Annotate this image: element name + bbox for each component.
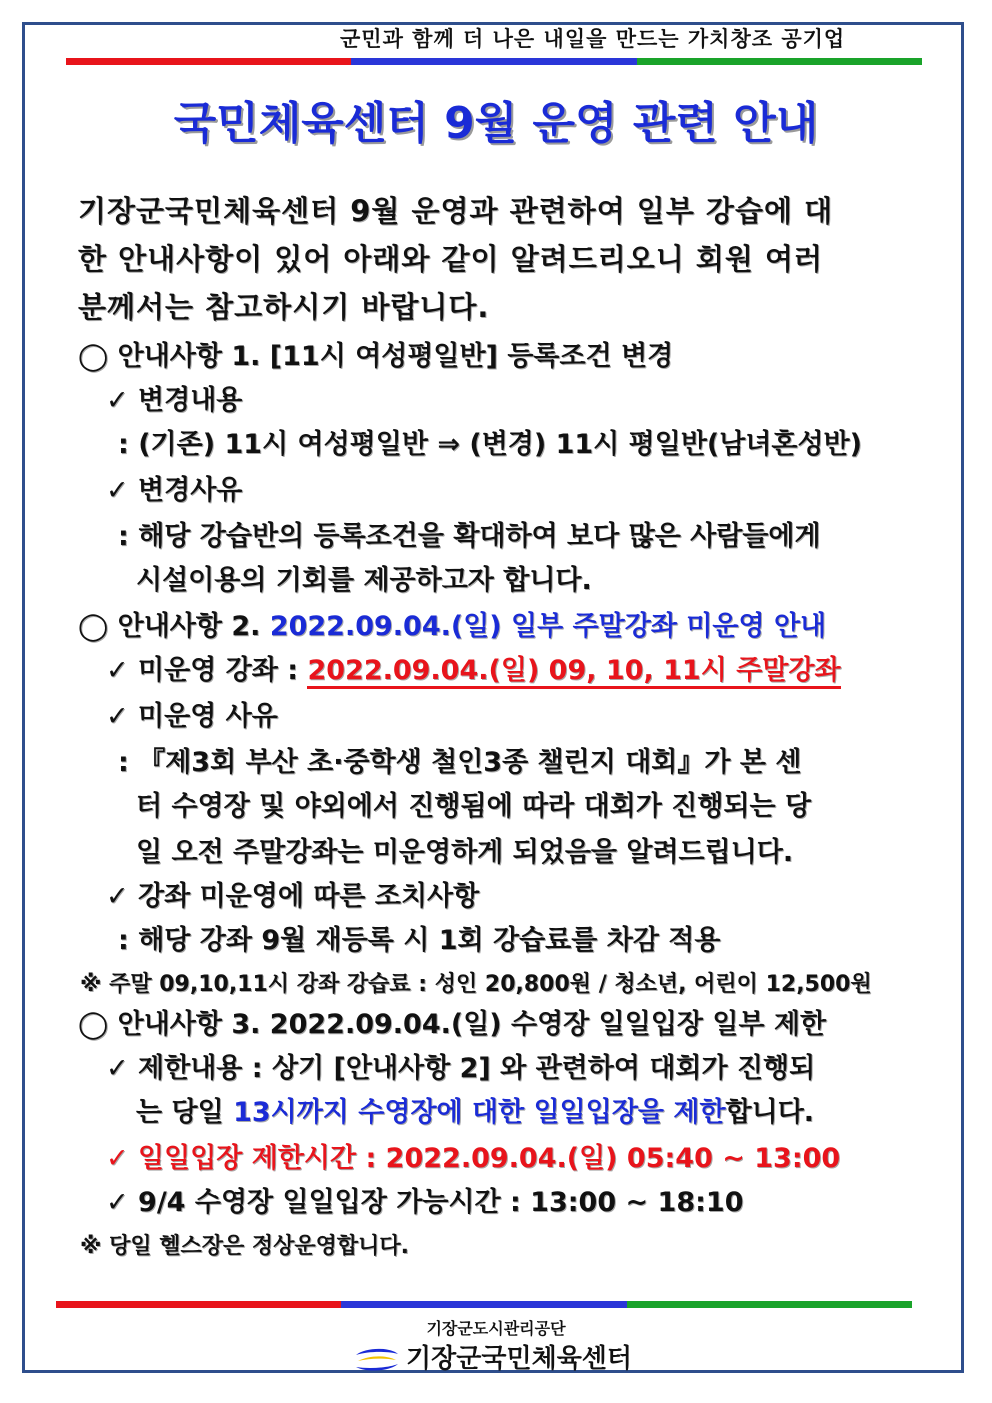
notice2-reason-label [106,694,278,740]
notice2-reason-line-2: 터 수영장 및 야외에서 진행됨에 따라 대회가 진행되는 당 [136,791,812,822]
notice2-reason-line-1 [118,740,801,786]
limit-text-highlight: 13시까지 수영장에 대한 일일입장을 제한 [233,1097,726,1128]
bottom-color-bar [56,1301,912,1308]
notice2-reason-line-3: 일 오전 주말강좌는 미운영하게 되었음을 알려드립니다. [136,837,794,868]
limit-text-a: 는 당일 [136,1097,224,1128]
intro-line-3: 분께서는 참고하시기 바랍니다. [78,290,490,324]
notice1-change-text [118,422,862,468]
footer-logo [352,1342,652,1376]
limit-text: 제한내용 : 상기 [안내사항 2] 와 관련하여 대회가 진행되 [138,1053,816,1084]
check-icon: ✓ [106,655,129,686]
notice1-heading [78,334,673,380]
notice3-heading [78,1002,826,1048]
footer-org: 기장군도시관리공단 [426,1319,566,1338]
reason-label-text: 변경사유 [138,475,243,506]
check-icon: ✓ [106,701,129,732]
circle-bullet-icon: ◯ [78,341,109,372]
intro-line-2: 한 안내사항이 있어 아래와 같이 알려드리오니 회원 여러 [78,242,823,276]
colon-mark: : [118,925,129,956]
limit-text-b: 합니다. [725,1097,815,1128]
notice3-heading-text: 안내사항 3. 2022.09.04.(일) 수영장 일일입장 일부 제한 [117,1009,827,1040]
reference-mark-icon: ※ [80,972,102,997]
notice1-reason-line-1 [118,514,821,560]
notice2-measure-text [118,918,720,964]
footer-center-name: 기장군국민체육센터 [406,1344,633,1374]
notice1-reason-label [106,468,242,514]
reason-text: 해당 강습반의 등록조건을 확대하여 보다 많은 사람들에게 [138,521,821,552]
change-label-text: 변경내용 [138,385,243,416]
notice3-restricted-time [106,1136,840,1182]
reason-text: 『제3회 부산 초·중학생 철인3종 챌린지 대회』가 본 센 [138,747,802,778]
notice2-heading-highlight: 2022.09.04.(일) 일부 주말강좌 미운영 안내 [269,611,827,642]
notice3-limit-line-1 [106,1046,815,1092]
circle-bullet-icon: ◯ [78,1009,109,1040]
notice1-reason-line-2: 시설이용의 기회를 제공하고자 합니다. [136,565,592,596]
notice2-heading [78,604,826,650]
gym-note [80,1224,409,1270]
class-value: 2022.09.04.(일) 09, 10, 11시 주말강좌 [307,655,840,689]
change-text: (기존) 11시 여성평일반 ⇒ (변경) 11시 평일반(남녀혼성반) [138,429,862,460]
notice3-limit-line-2 [136,1090,814,1136]
measure-label-text: 강좌 미운영에 따른 조치사항 [138,881,480,912]
reference-mark-icon: ※ [80,1234,102,1259]
available-time-text: 9/4 수영장 일일입장 가능시간 : 13:00 ~ 18:10 [138,1187,744,1218]
restricted-time-text: 일일입장 제한시간 : 2022.09.04.(일) 05:40 ~ 13:00 [138,1143,841,1174]
colon-mark: : [118,429,129,460]
notice2-class [106,648,841,694]
measure-text: 해당 강좌 9월 재등록 시 1회 강습료를 차감 적용 [138,925,721,956]
notice2-measure-label [106,874,479,920]
intro-line-1: 기장군국민체육센터 9월 운영과 관련하여 일부 강습에 대 [78,194,834,228]
gym-note-text: 당일 헬스장은 정상운영합니다. [109,1234,410,1259]
notice2-heading-prefix: 안내사항 2. [117,611,261,642]
notice1-change-label [106,378,242,424]
notice1-heading-text: 안내사항 1. [11시 여성평일반] 등록조건 변경 [117,341,674,372]
check-icon: ✓ [106,881,129,912]
notice3-available-time [106,1180,743,1226]
top-color-bar [66,58,922,65]
circle-bullet-icon: ◯ [78,611,109,642]
class-label: 미운영 강좌 : [138,655,299,686]
reason-label-text: 미운영 사유 [138,701,278,732]
check-icon: ✓ [106,1187,129,1218]
check-icon: ✓ [106,475,129,506]
check-icon: ✓ [106,1053,129,1084]
check-icon: ✓ [106,1143,129,1174]
fee-note-text: 주말 09,10,11시 강좌 강습료 : 성인 20,800원 / 청소년, 어린이 12,500원 [109,972,872,997]
colon-mark: : [118,521,129,552]
slogan: 군민과 함께 더 나은 내일을 만드는 가치창조 공기업 [340,27,846,51]
colon-mark: : [118,747,129,778]
page-title: 국민체육센터 9월 운영 관련 안내 [173,98,819,149]
swoosh-logo-icon [352,1345,402,1373]
check-icon: ✓ [106,385,129,416]
